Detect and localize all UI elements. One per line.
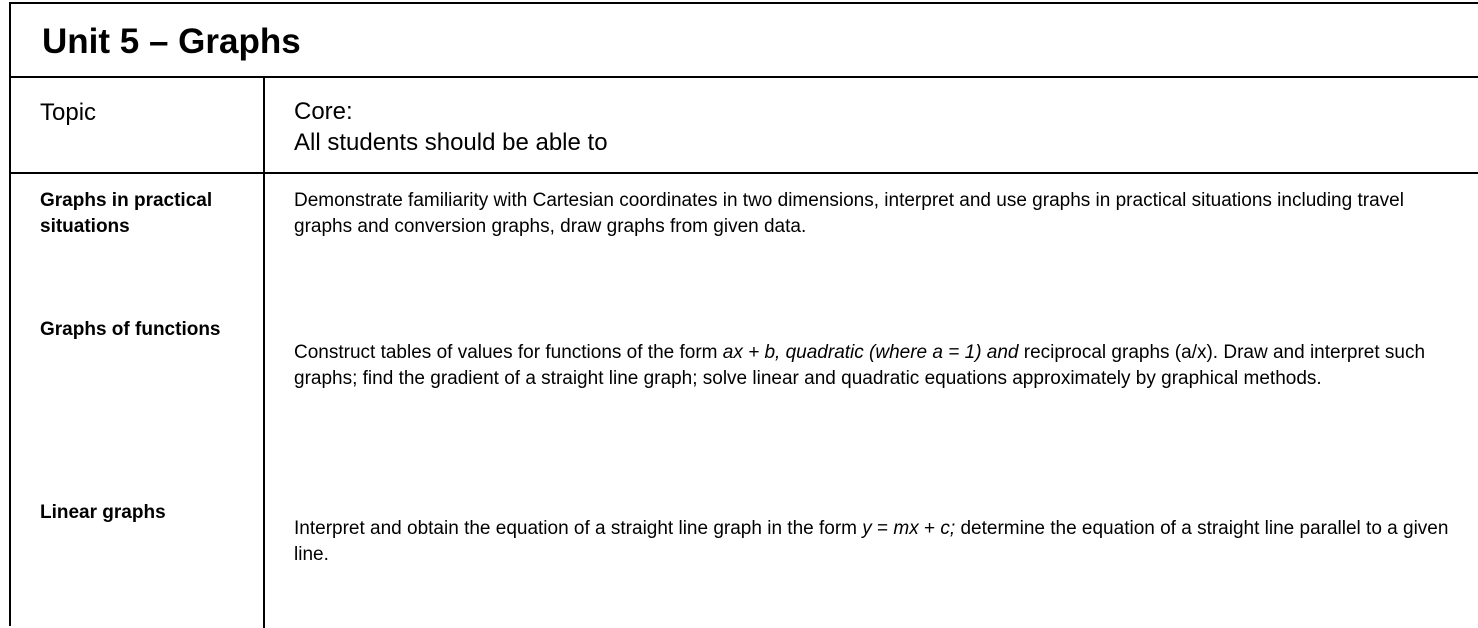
header-row: [11, 78, 1478, 174]
topic-graphs-of-functions: Graphs of functions: [40, 319, 221, 340]
desc-italic-text: y: [862, 518, 872, 539]
desc-text: +: [918, 518, 941, 539]
desc-italic-text: c;: [940, 518, 956, 539]
desc-italic-text: mx: [893, 518, 919, 539]
core-header-line1: Core:: [294, 98, 353, 125]
desc-italic-text: ax + b, quadratic (where a = 1) and: [722, 342, 1019, 363]
description-graphs-of-functions: [294, 340, 1464, 391]
topic-linear-graphs: Linear graphs: [40, 502, 166, 523]
desc-text: =: [871, 518, 894, 539]
core-header-line2: All students should be able to: [294, 129, 608, 156]
core-column-header: [294, 96, 608, 158]
desc-text: determine the equation of a straight line parallel to a given line.: [294, 518, 1449, 565]
desc-text: reciprocal graphs (a/x). Draw and interpret such graphs; find the gradient of a straight line graph; solve linear and quadratic equations approximately by graphical methods.: [294, 342, 1426, 389]
syllabus-table: [9, 2, 1478, 626]
desc-text: Interpret and obtain the equation of a straight line graph in the form: [294, 518, 863, 539]
page-title: Unit 5 – Graphs: [42, 22, 301, 61]
topic-column-header: Topic: [40, 99, 97, 126]
title-row: [11, 4, 1478, 78]
description-graphs-in-practical-situations: Demonstrate familiarity with Cartesian coordinates in two dimensions, interpret and use graphs in practical situations including travel graphs and conversion graphs, draw graphs from given data.: [294, 190, 1404, 237]
desc-text: Construct tables of values for functions of the form: [294, 342, 723, 363]
topic-graphs-in-practical-situations: Graphs in practical situations: [40, 190, 213, 237]
description-linear-graphs: [294, 516, 1464, 567]
column-divider: [263, 78, 265, 628]
